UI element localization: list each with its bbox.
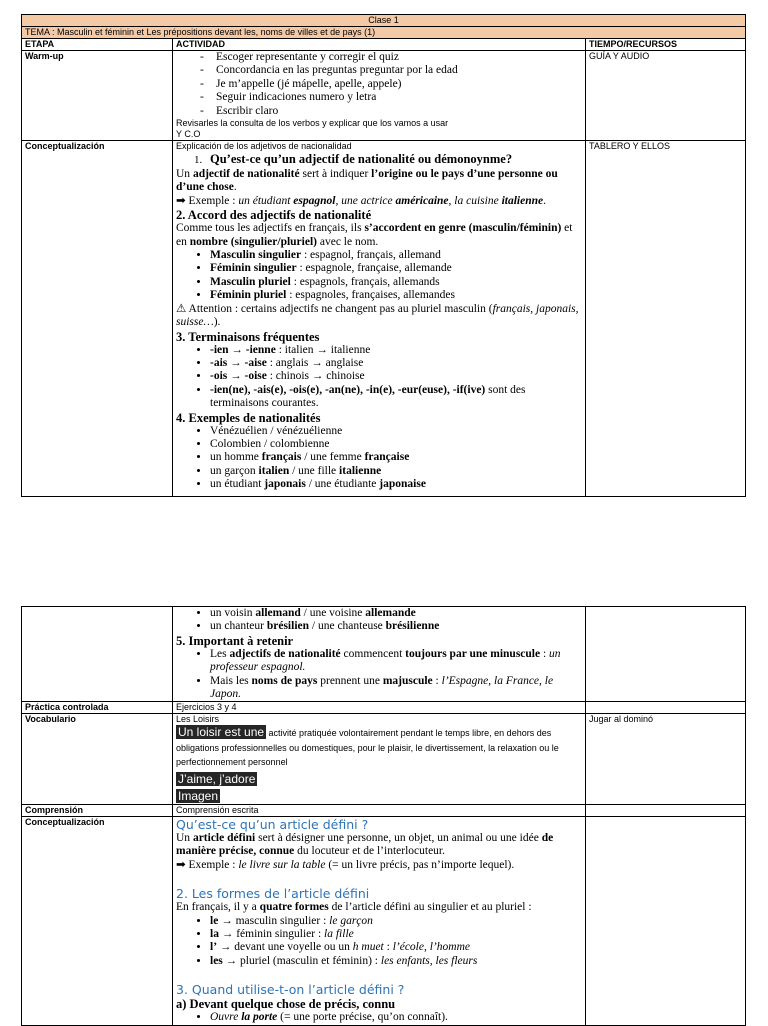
list-item: • Ouvre la porte (= une porte précise, qu’on connaît). [210,1011,582,1024]
list-item: • Colombien / colombienne [210,438,582,451]
tema-row [22,27,746,39]
vocab-tiempo: Jugar al dominó [586,714,746,805]
article-example: ➡ Exemple : le livre sur la table (= un livre précis, pas n’importe lequel). [176,858,515,871]
nationalites-list-continued [176,607,582,634]
header-tiempo: TIEMPO/RECURSOS [586,39,746,51]
list-item: • les → pluriel (masculin et féminin) : les enfants, les fleurs [210,955,582,968]
section-3-heading: 3. Terminaisons fréquentes [176,329,320,344]
concept1-intro: Explicación de los adjetivos de nacionalidad [176,141,352,152]
header-actividad: ACTIVIDAD [173,39,586,51]
article-usage-list [176,1011,582,1024]
vocab-title: Les Loisirs [176,714,220,725]
warmup-note-1: Revisarles la consulta de los verbos y explicar que los vamos a usar [176,118,449,129]
page-1 [21,14,745,497]
warmup-actividad [173,51,586,141]
list-item: - Concordancia en las preguntas preguntar por la edad [200,64,582,77]
important-list [176,648,582,702]
practica-etapa: Práctica controlada [22,702,173,714]
list-item: • un étudiant japonais / une étudiante japonaise [210,478,582,491]
list-item: - Seguir indicaciones numero y letra [200,91,582,104]
concept1-actividad [173,141,586,497]
lesson-plan-table-2 [21,606,746,1026]
list-item: • Féminin pluriel : espagnoles, françaises, allemandes [210,289,582,302]
attention-note: ⚠ Attention : certains adjectifs ne changent pas au pluriel masculin (français, japonais, suisse…). [176,302,579,329]
vocab-highlight-jaime: J’aime, j’adore [178,771,256,786]
comprension-tiempo [586,804,746,816]
list-item: • -ien(ne), -ais(e), -ois(e), -an(ne), -in(e), -eur(euse), -if(ive) sont des terminaisons courantes. [210,384,582,411]
continuation-row [22,607,746,702]
list-item: • Les adjectifs de nationalité commencent toujours par une minuscule : un professeur espagnol. [210,648,582,675]
list-item: • -ien → -ienne : italien → italienne [210,344,582,357]
warmup-tiempo: GUÍA Y AUDIO [586,51,746,141]
list-item: • le → masculin singulier : le garçon [210,915,582,928]
continuation-actividad [173,607,586,702]
article-forms-list [176,915,582,969]
comprension-row [22,804,746,816]
vocab-highlight-imagen: Imagen [178,788,219,803]
article-paragraph-1: Un article défini sert à désigner une personne, un objet, un animal ou une idée de manière précise, connue du locuteur et de l’interlocuteur. [176,831,554,858]
terminaisons-list [176,344,582,411]
section-2-heading: 2. Accord des adjectifs de nationalité [176,208,372,223]
lesson-plan-table-1 [21,14,746,497]
list-item: • l’ → devant une voyelle ou un h muet : l’école, l’homme [210,941,582,954]
comprension-etapa: Comprensión [22,804,173,816]
vocab-row [22,714,746,805]
section-4-heading: 4. Exemples de nationalités [176,410,321,425]
header-row [22,39,746,51]
vocab-actividad [173,714,586,805]
list-item: - Escribir claro [200,105,582,118]
list-item: • Mais les noms de pays prennent une majuscule : l’Espagne, la France, le Japon. [210,675,582,702]
vocab-definition: Un loisir est une activité pratiquée volontairement pendant le temps libre, en dehors des obligations professionnelles ou domestiques, pour le plaisir, le divertissement, la relaxation ou le perfectionnement personnel [176,725,559,768]
warmup-note-2: Y C.O [176,129,201,140]
warmup-etapa: Warm-up [22,51,173,141]
page-2 [21,606,745,1026]
comprension-actividad: Comprensión escrita [173,804,586,816]
list-item: • un chanteur brésilien / une chanteuse brésilienne [210,620,582,633]
list-item: • un voisin allemand / une voisine allemande [210,607,582,620]
accord-list [176,249,582,303]
header-etapa: ETAPA [22,39,173,51]
clase-title: Clase 1 [22,15,746,27]
continuation-etapa [22,607,173,702]
practica-actividad: Ejercicios 3 y 4 [173,702,586,714]
nationalites-list [176,425,582,492]
vocab-etapa: Vocabulario [22,714,173,805]
practica-tiempo [586,702,746,714]
tema-text: TEMA : Masculin et féminin et Les prépositions devant les, noms de villes et de pays (1) [22,27,746,39]
list-item: • la → féminin singulier : la fille [210,928,582,941]
section-2-paragraph: Comme tous les adjectifs en français, ils s’accordent en genre (masculin/féminin) et en nombre (singulier/pluriel) avec le nom. [176,222,573,248]
article-heading-2: 2. Les formes de l’article défini [176,886,370,902]
section-1-paragraph: Un adjectif de nationalité sert à indiquer l’origine ou le pays d’une personne ou d’une chose. [176,168,558,194]
section-5-heading: 5. Important à retenir [176,633,294,648]
continuation-tiempo [586,607,746,702]
list-item: • Féminin singulier : espagnole, française, allemande [210,262,582,275]
concept2-row [22,816,746,1025]
list-item: • Masculin pluriel : espagnols, français, allemands [210,276,582,289]
list-item: - Escoger representante y corregir el quiz [200,51,582,64]
section-1-heading: 1. Qu’est-ce qu’un adjectif de nationalité ou démonoynme? [194,152,513,167]
article-paragraph-2: En français, il y a quatre formes de l’article défini au singulier et au pluriel : [176,901,532,914]
article-heading-3: 3. Quand utilise-t-on l’article défini ? [176,982,405,998]
list-item: • un homme français / une femme française [210,451,582,464]
article-heading-1: Qu’est-ce qu’un article défini ? [176,816,369,832]
list-item: • -ois → -oise : chinois → chinoise [210,370,582,383]
list-item: • -ais → -aise : anglais → anglaise [210,357,582,370]
warmup-list [176,51,582,118]
practica-row [22,702,746,714]
title-row [22,15,746,27]
list-item: - Je m’appelle (jé mápelle, apelle, appele) [200,78,582,91]
list-item: • Vénézuélien / vénézuélienne [210,425,582,438]
concept1-etapa: Conceptualización [22,141,173,497]
warmup-row [22,51,746,141]
concept2-tiempo [586,816,746,1025]
list-item: • Masculin singulier : espagnol, français, allemand [210,249,582,262]
concept1-row [22,141,746,497]
list-item: • un garçon italien / une fille italienne [210,465,582,478]
concept1-tiempo: TABLERO Y ELLOS [586,141,746,497]
article-subheading-a: a) Devant quelque chose de précis, connu [176,997,396,1012]
section-1-example: ➡ Exemple : un étudiant espagnol, une actrice américaine, la cuisine italienne. [176,194,546,207]
concept2-etapa: Conceptualización [22,816,173,1025]
concept2-actividad [173,816,586,1025]
